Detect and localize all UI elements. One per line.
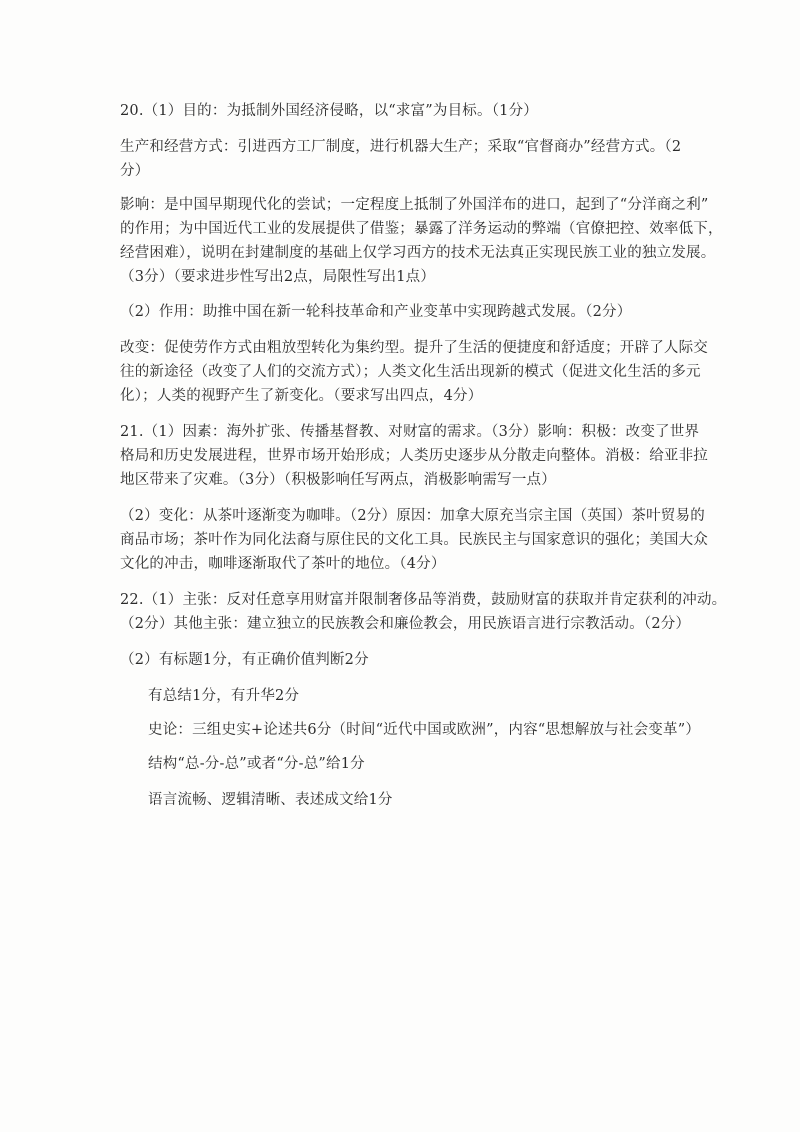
q22-part1-line1: 22.（1）主张：反对任意享用财富并限制奢侈品等消费，鼓励财富的获取并肯定获利的冲动。 xyxy=(120,592,727,608)
q20-impact-line3: 经营困难），说明在封建制度的基础上仅学习西方的技术无法真正实现民族工业的独立发展。 xyxy=(120,245,716,261)
q20-part2-role: （2）作用：助推中国在新一轮科技革命和产业变革中实现跨越式发展。（2分） xyxy=(120,304,632,320)
q20-production-method-line1: 生产和经营方式：引进西方工厂制度，进行机器大生产；采取“官督商办”经营方式。（2 xyxy=(120,139,682,155)
q20-impact-line2: 的作用；为中国近代工业的发展提供了借鉴；暴露了洋务运动的弊端（官僚把控、效率低下， xyxy=(120,221,723,237)
q21-part1-line3: 地区带来了灾难。（3分）（积极影响任写两点，消极影响需写一点） xyxy=(120,472,556,488)
q20-part1-purpose: 20.（1）目的：为抵制外国经济侵略，以“求富”为目标。（1分） xyxy=(120,103,538,119)
q20-production-method-line2: 分） xyxy=(120,163,150,179)
q20-impact-line4: （3分）（要求进步性写出2点，局限性写出1点） xyxy=(120,269,436,285)
q22-part2-summary-score: 有总结1分，有升华2分 xyxy=(148,688,300,704)
q22-part2-title-score: （2）有标题1分，有正确价值判断2分 xyxy=(120,652,369,668)
q20-impact-line1: 影响：是中国早期现代化的尝试；一定程度上抵制了外国洋布的进口，起到了“分洋商之利” xyxy=(120,197,709,213)
q21-part1-line1: 21.（1）因素：海外扩张、传播基督教、对财富的需求。（3分）影响：积极：改变了世界 xyxy=(120,424,700,440)
q21-part1-line2: 格局和历史发展进程，世界市场开始形成；人类历史逐步从分散走向整体。消极：给亚非拉 xyxy=(120,448,708,464)
q22-part1-line2: （2分）其他主张：建立独立的民族教会和廉俭教会，用民族语言进行宗教活动。（2分） xyxy=(120,616,691,632)
q21-part2-line3: 文化的冲击，咖啡逐渐取代了茶叶的地位。（4分） xyxy=(120,556,446,572)
q21-part2-line2: 商品市场；茶叶作为同化法裔与原住民的文化工具。民族民主与国家意识的强化；美国大众 xyxy=(120,532,708,548)
q20-change-line3: 化）；人类的视野产生了新变化。（要求写出四点，4分） xyxy=(120,388,483,404)
q22-part2-language-score: 语言流畅、逻辑清晰、表述成文给1分 xyxy=(148,792,393,808)
q22-part2-structure-score: 结构“总-分-总”或者“分-总”给1分 xyxy=(148,756,365,772)
q21-part2-line1: （2）变化：从茶叶逐渐变为咖啡。（2分）原因：加拿大原充当宗主国（英国）茶叶贸易的 xyxy=(120,508,705,524)
q20-change-line1: 改变：促使劳作方式由粗放型转化为集约型。提升了生活的便捷度和舒适度；开辟了人际交 xyxy=(120,340,708,356)
q22-part2-argument-score: 史论：三组史实+论述共6分（时间“近代中国或欧洲”，内容“思想解放与社会变革”） xyxy=(148,722,701,738)
q20-change-line2: 往的新途径（改变了人们的交流方式）；人类文化生活出现新的模式（促进文化生活的多元 xyxy=(120,364,701,380)
